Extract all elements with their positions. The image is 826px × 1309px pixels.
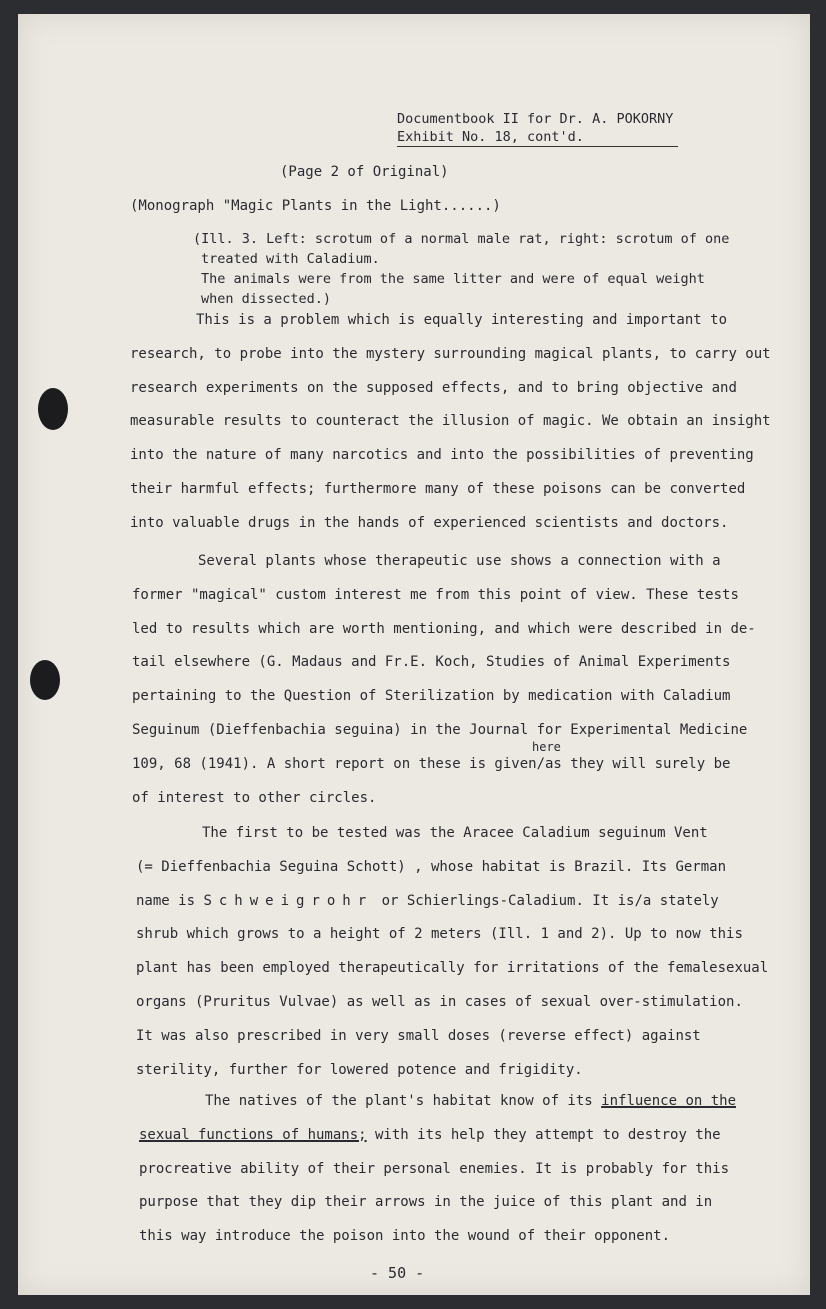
- text-line: Several plants whose therapeutic use shows a connection with a: [198, 553, 721, 569]
- text-line: into valuable drugs in the hands of experienced scientists and doctors.: [130, 514, 729, 531]
- text-line: of interest to other circles.: [132, 789, 377, 806]
- punch-hole: [30, 660, 60, 700]
- text-line: (= Dieffenbachia Seguina Schott) , whose habitat is Brazil. Its German: [136, 858, 727, 875]
- text-line: their harmful effects; furthermore many of these poisons can be converted: [130, 480, 746, 497]
- text-line: 109, 68 (1941). A short report on these is given/as they will surely be: [132, 755, 731, 772]
- page-reference: (Page 2 of Original): [280, 164, 449, 180]
- monograph-title: (Monograph "Magic Plants in the Light......): [130, 198, 501, 214]
- text-line: former "magical" custom interest me from this point of view. These tests: [132, 586, 739, 603]
- illustration-caption: [193, 229, 729, 309]
- text-line: sterility, further for lowered potence and frigidity.: [136, 1061, 583, 1078]
- header-title: Documentbook II for Dr. A. POKORNY: [397, 111, 674, 127]
- text-line: pertaining to the Question of Sterilization by medication with Caladium: [132, 688, 731, 705]
- document-page: [18, 14, 810, 1295]
- text-line: shrub which grows to a height of 2 meters (Ill. 1 and 2). Up to now this: [136, 926, 743, 943]
- caption-line: The animals were from the same litter and were of equal weight: [201, 271, 705, 287]
- text-line: research, to probe into the mystery surrounding magical plants, to carry out: [130, 345, 771, 362]
- text-line: This is a problem which is equally interesting and important to: [196, 312, 728, 328]
- text-line: procreative ability of their personal enemies. It is probably for this: [139, 1160, 730, 1177]
- paragraph-1: [130, 304, 771, 541]
- text-line: sexual functions of humans; with its help they attempt to destroy the: [139, 1126, 721, 1143]
- punch-hole: [38, 388, 68, 430]
- text-line: The natives of the plant's habitat know of its influence on the: [205, 1093, 737, 1109]
- caption-line: treated with Caladium.: [201, 251, 380, 267]
- text-line: name is Schweigrohr or Schierlings-Caladium. It is/a stately: [136, 892, 719, 909]
- text-line: purpose that they dip their arrows in the juice of this plant and in: [139, 1194, 713, 1211]
- paragraph-2: [132, 545, 756, 815]
- text-line: this way introduce the poison into the wound of their opponent.: [139, 1228, 671, 1245]
- text-line: into the nature of many narcotics and into the possibilities of preventing: [130, 447, 754, 464]
- document-header: [397, 110, 681, 147]
- interline-insertion: here: [532, 740, 561, 754]
- text-line: It was also prescribed in very small doses (reverse effect) against: [136, 1027, 701, 1044]
- text-line: Seguinum (Dieffenbachia seguina) in the Journal for Experimental Medicine: [132, 721, 748, 738]
- paragraph-3: [136, 817, 768, 1087]
- text-line: plant has been employed therapeutically for irritations of the femalesexual: [136, 960, 769, 977]
- header-exhibit: Exhibit No. 18, cont'd.: [397, 128, 678, 147]
- paragraph-4: [139, 1085, 736, 1254]
- text-line: research experiments on the supposed effects, and to bring objective and: [130, 379, 737, 396]
- text-line: organs (Pruritus Vulvae) as well as in cases of sexual over-stimulation.: [136, 993, 743, 1010]
- text-line: The first to be tested was the Aracee Caladium seguinum Vent: [202, 825, 708, 841]
- text-line: tail elsewhere (G. Madaus and Fr.E. Koch, Studies of Animal Experiments: [132, 654, 731, 671]
- caption-line: (Ill. 3. Left: scrotum of a normal male rat, right: scrotum of one: [193, 231, 730, 247]
- caption-line: when dissected.): [201, 291, 332, 307]
- text-line: measurable results to counteract the illusion of magic. We obtain an insight: [130, 413, 771, 430]
- page-number: - 50 -: [370, 1264, 425, 1282]
- text-line: led to results which are worth mentioning, and which were described in de-: [132, 620, 756, 637]
